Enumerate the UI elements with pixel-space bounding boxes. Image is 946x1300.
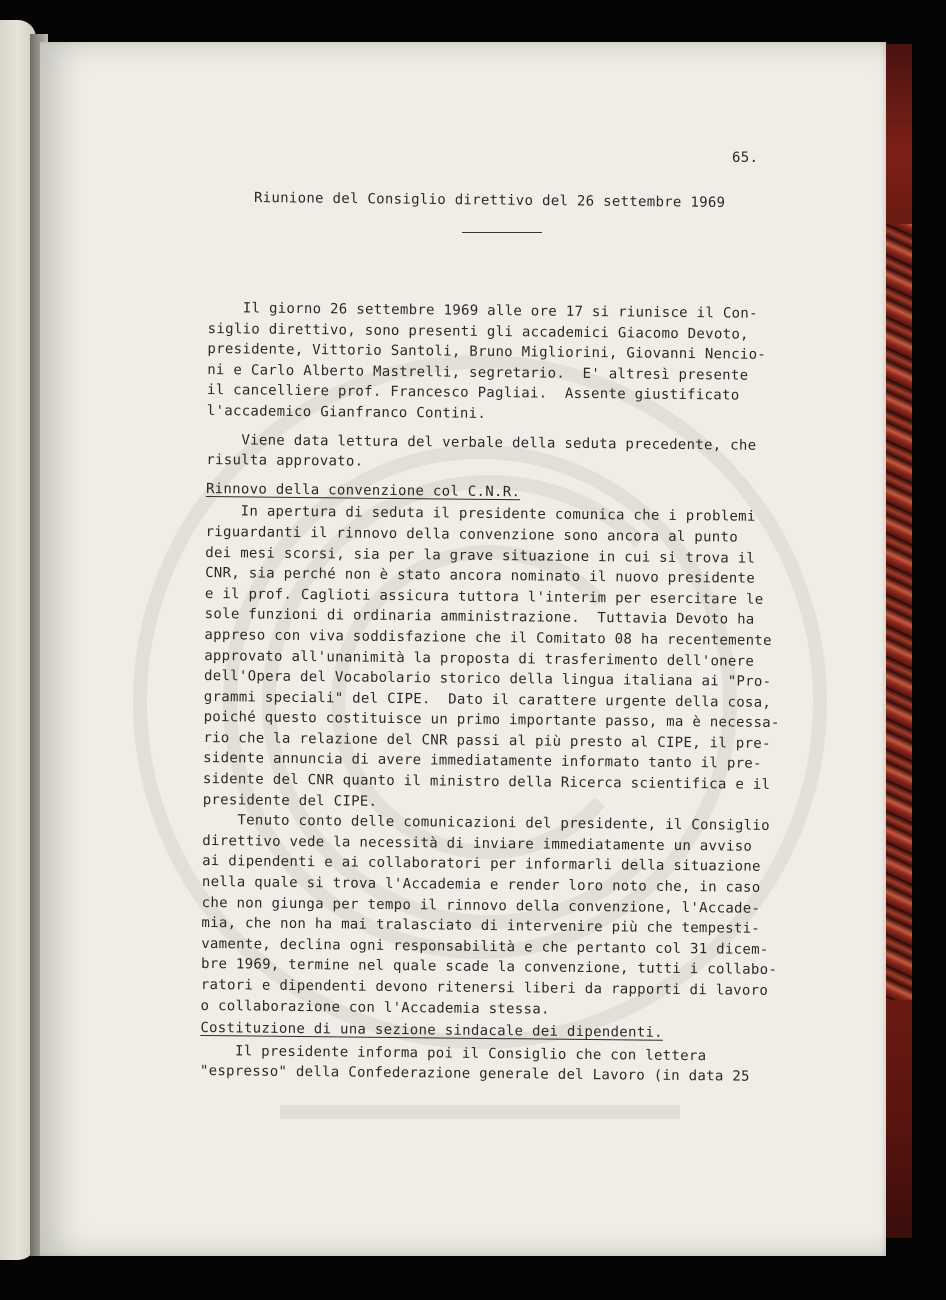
text-line: appreso con viva soddisfazione che il Comitato 08 ha recentemente (204, 626, 772, 649)
section-heading-union: Costituzione di una sezione sindacale dei dipendenti. (200, 1020, 664, 1041)
text-line: vamente, declina ogni responsabilità e che pertanto col 31 dicem- (201, 935, 769, 958)
text-line: siglio direttivo, sono presenti gli accademici Giacomo Devoto, (207, 320, 749, 343)
text-line: Il presidente informa poi il Consiglio che con lettera (200, 1042, 707, 1065)
paragraph-minutes (206, 430, 786, 477)
text-line: ni e Carlo Alberto Mastrelli, segretario. E' altresì presente (207, 361, 749, 384)
text-line: presidente, Vittorio Santoli, Bruno Migliorini, Giovanni Nencio- (207, 341, 767, 364)
text-line: CNR, sia perché non è stato ancora nominato il nuovo presidente (205, 565, 756, 587)
text-line: approvato all'unanimità la proposta di trasferimento dell'onere (204, 647, 755, 670)
paragraph-cnr (203, 501, 786, 816)
text-line: direttivo vede la necessità di inviare immediatamente un avviso (202, 832, 753, 855)
text-line: riguardanti il rinnovo della convenzione sono ancora al punto (205, 523, 739, 546)
text-line: sole funzioni di ordinaria amministrazione. Tuttavia Devoto ha (204, 606, 755, 629)
text-line: rio che la relazione del CNR passi al più presto al CIPE, il pre- (203, 729, 771, 752)
paragraph-attendance (207, 298, 788, 428)
text-line: poiché questo costituisce un primo importante passo, ma è necessa- (203, 709, 780, 732)
text-line: bre 1969, termine nel quale scade la convenzione, tutti i collabo- (200, 956, 778, 979)
text-line: grammi speciali" del CIPE. Dato il carattere urgente della cosa, (203, 688, 772, 711)
text-line: sidente del CNR quanto il ministro della Ricerca scientifica e il (202, 771, 771, 793)
text-line: ai dipendenti e ai collaboratori per informarli della situazione (202, 853, 761, 876)
title-underline (462, 232, 542, 233)
document-body (200, 298, 788, 1088)
text-line: presidente del CIPE. (202, 791, 378, 810)
page-number: 65. (732, 150, 759, 166)
text-line: dell'Opera del Vocabolario storico della lingua italiana ai "Pro- (203, 668, 772, 691)
text-line: che non giunga per tempo il rinnovo della convenzione, l'Accade- (201, 894, 761, 917)
text-line: dei mesi scorsi, sia per la grave situazione in cui si trova il (205, 544, 756, 567)
text-line: Tenuto conto delle comunicazioni del presidente, il Consiglio (202, 812, 770, 835)
text-line: Viene data lettura del verbale della seduta precedente, che (206, 431, 757, 454)
text-line: mia, che non ha mai tralasciato di intervenire più che tempesti- (201, 915, 761, 938)
text-line: In apertura di seduta il presidente comunica che i problemi (205, 503, 756, 526)
text-line: il cancelliere prof. Francesco Pagliai. Assente giustificato (206, 382, 740, 404)
text-line: sidente annuncia di avere immediatamente informato tanto il pre- (203, 750, 762, 773)
text-line: ratori e dipendenti devono ritenersi liberi da rapporti di lavoro (200, 976, 769, 999)
paragraph-notice (200, 810, 782, 1022)
text-line: l'accademico Gianfranco Contini. (206, 402, 487, 422)
text-line: nella quale si trova l'Accademia e render loro noto che, in caso (201, 873, 761, 896)
document-page (40, 42, 886, 1256)
text-line: o collaborazione con l'Accademia stessa. (200, 997, 550, 1018)
text-line: e il prof. Caglioti assicura tuttora l'interim per esercitare le (204, 585, 764, 608)
paragraph-union (200, 1041, 780, 1088)
text-line: "espresso" della Confederazione generale del Lavoro (in data 25 (199, 1063, 750, 1086)
text-line: risulta approvato. (206, 452, 364, 470)
section-heading-cnr: Rinnovo della convenzione col C.N.R. (205, 480, 521, 501)
text-line: Il giorno 26 settembre 1969 alle ore 17 si riunisce il Con- (207, 299, 758, 322)
document-title: Riunione del Consiglio direttivo del 26 settembre 1969 (253, 190, 726, 211)
